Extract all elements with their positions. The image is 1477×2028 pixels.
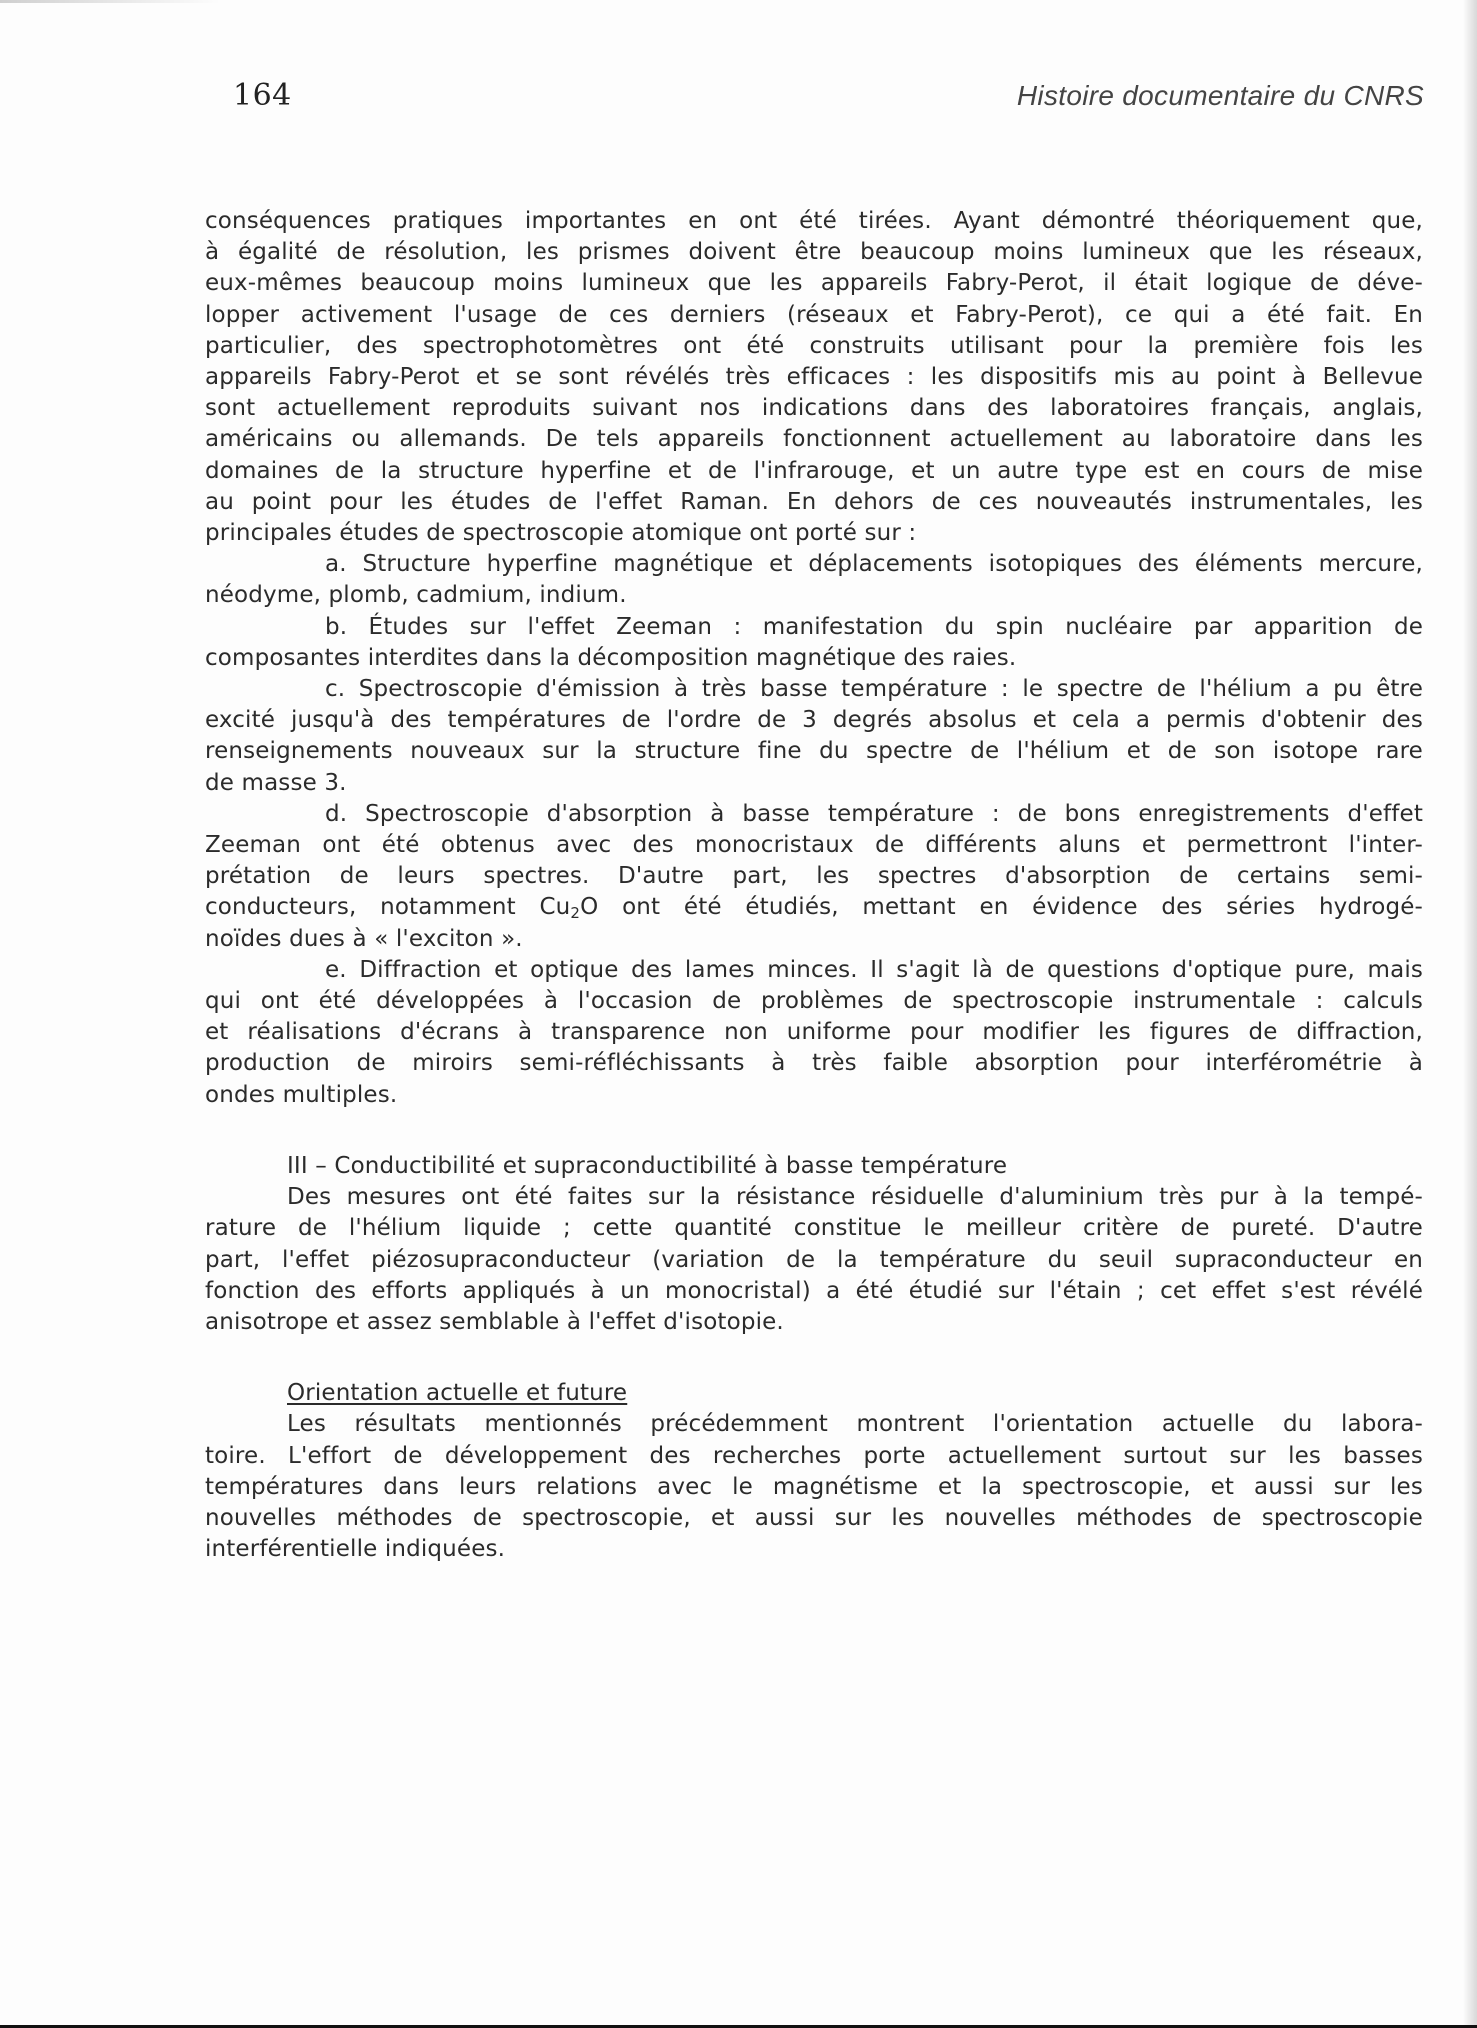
text-line: rature de l'hélium liquide ; cette quantité constitue le meilleur critère de pureté. D'autre bbox=[205, 1215, 1423, 1242]
text-line-cu2o bbox=[205, 892, 1423, 923]
subscript: 2 bbox=[570, 904, 581, 923]
text-line: Les résultats mentionnés précédemment montrent l'orientation actuelle du labora- bbox=[287, 1411, 1423, 1438]
list-item-d: d. Spectroscopie d'absorption à basse température : de bons enregistrements d'effet bbox=[325, 800, 1423, 827]
text-line: domaines de la structure hyperfine et de l'infrarouge, et un autre type est en cours de mise bbox=[205, 457, 1423, 484]
page-number: 164 bbox=[233, 78, 292, 113]
section-heading-iii: III – Conductibilité et supraconductibilité à basse température bbox=[287, 1152, 1008, 1179]
list-item-a: a. Structure hyperfine magnétique et déplacements isotopiques des éléments mercure, bbox=[325, 551, 1423, 578]
running-head: Histoire documentaire du CNRS bbox=[1016, 80, 1424, 111]
text-line: interférentielle indiquées. bbox=[205, 1536, 506, 1563]
text-line: à égalité de résolution, les prismes doivent être beaucoup moins lumineux que les réseaux, bbox=[205, 239, 1423, 266]
text-line: conséquences pratiques importantes en ont été tirées. Ayant démontré théoriquement que, bbox=[205, 208, 1423, 234]
text-line: principales études de spectroscopie atomique ont porté sur : bbox=[205, 520, 917, 547]
text-line: prétation de leurs spectres. D'autre part, les spectres d'absorption de certains semi- bbox=[205, 863, 1423, 890]
text-line: composantes interdites dans la décomposition magnétique des raies. bbox=[205, 644, 1017, 671]
text-line: nouvelles méthodes de spectroscopie, et aussi sur les nouvelles méthodes de spectroscopie bbox=[205, 1504, 1423, 1531]
list-item-b: b. Études sur l'effet Zeeman : manifestation du spin nucléaire par apparition de bbox=[325, 613, 1423, 640]
page-edge-shadow bbox=[1463, 0, 1477, 2028]
text-line: températures dans leurs relations avec le magnétisme et la spectroscopie, et aussi sur les bbox=[205, 1473, 1423, 1500]
text-line: toire. L'effort de développement des recherches porte actuellement surtout sur les basses bbox=[205, 1442, 1423, 1469]
text-line: part, l'effet piézosupraconducteur (variation de la température du seuil supraconducteur en bbox=[205, 1246, 1423, 1273]
list-item-c: c. Spectroscopie d'émission à très basse température : le spectre de l'hélium a pu être bbox=[325, 676, 1423, 703]
text-line: renseignements nouveaux sur la structure fine du spectre de l'hélium et de son isotope rare bbox=[205, 738, 1423, 765]
text-line: qui ont été développées à l'occasion de problèmes de spectroscopie instrumentale : calculs bbox=[205, 988, 1423, 1015]
paragraph-gap bbox=[205, 1338, 1423, 1378]
text-line: noïdes dues à « l'exciton ». bbox=[205, 925, 523, 952]
text-line: particulier, des spectrophotomètres ont été construits utilisant pour la première fois les bbox=[205, 332, 1423, 359]
text-line: Des mesures ont été faites sur la résistance résiduelle d'aluminium très pur à la tempé- bbox=[287, 1184, 1423, 1211]
list-item-e: e. Diffraction et optique des lames minces. Il s'agit là de questions d'optique pure, mais bbox=[325, 956, 1423, 983]
text-line: américains ou allemands. De tels appareils fonctionnent actuellement au laboratoire dans les bbox=[205, 426, 1423, 453]
text-fragment: conducteurs, notamment Cu bbox=[205, 894, 571, 921]
text-line: excité jusqu'à des températures de l'ordre de 3 degrés absolus et cela a permis d'obtenir des bbox=[205, 707, 1423, 734]
text-line: anisotrope et assez semblable à l'effet d'isotopie. bbox=[205, 1308, 784, 1335]
paragraph-gap bbox=[205, 1111, 1423, 1151]
text-fragment: O ont été étudiés, mettant en évidence des séries hydrogé- bbox=[580, 894, 1424, 921]
text-line: et réalisations d'écrans à transparence non uniforme pour modifier les figures de diffraction, bbox=[205, 1019, 1423, 1046]
text-line: Zeeman ont été obtenus avec des monocristaux de différents aluns et permettront l'inter- bbox=[205, 832, 1423, 859]
body-text bbox=[205, 206, 1423, 1565]
section-heading-orientation: Orientation actuelle et future bbox=[287, 1380, 628, 1407]
text-line: appareils Fabry-Perot et se sont révélés très efficaces : les dispositifs mis au point à Bellevue bbox=[205, 364, 1423, 391]
text-line: sont actuellement reproduits suivant nos indications dans des laboratoires français, anglais, bbox=[205, 395, 1423, 422]
text-line: lopper activement l'usage de ces derniers (réseaux et Fabry-Perot), ce qui a été fait. En bbox=[205, 301, 1423, 328]
text-line: production de miroirs semi-réfléchissants à très faible absorption pour interférométrie à bbox=[205, 1050, 1423, 1077]
text-line: fonction des efforts appliqués à un monocristal) a été étudié sur l'étain ; cet effet s'est révélé bbox=[205, 1277, 1423, 1304]
text-line: eux-mêmes beaucoup moins lumineux que les appareils Fabry-Perot, il était logique de déve- bbox=[205, 270, 1423, 297]
text-line: de masse 3. bbox=[205, 769, 347, 796]
text-line: au point pour les études de l'effet Raman. En dehors de ces nouveautés instrumentales, les bbox=[205, 488, 1423, 515]
scan-artifact-top bbox=[0, 0, 220, 3]
text-line: ondes multiples. bbox=[205, 1081, 398, 1108]
text-line: néodyme, plomb, cadmium, indium. bbox=[205, 582, 627, 609]
